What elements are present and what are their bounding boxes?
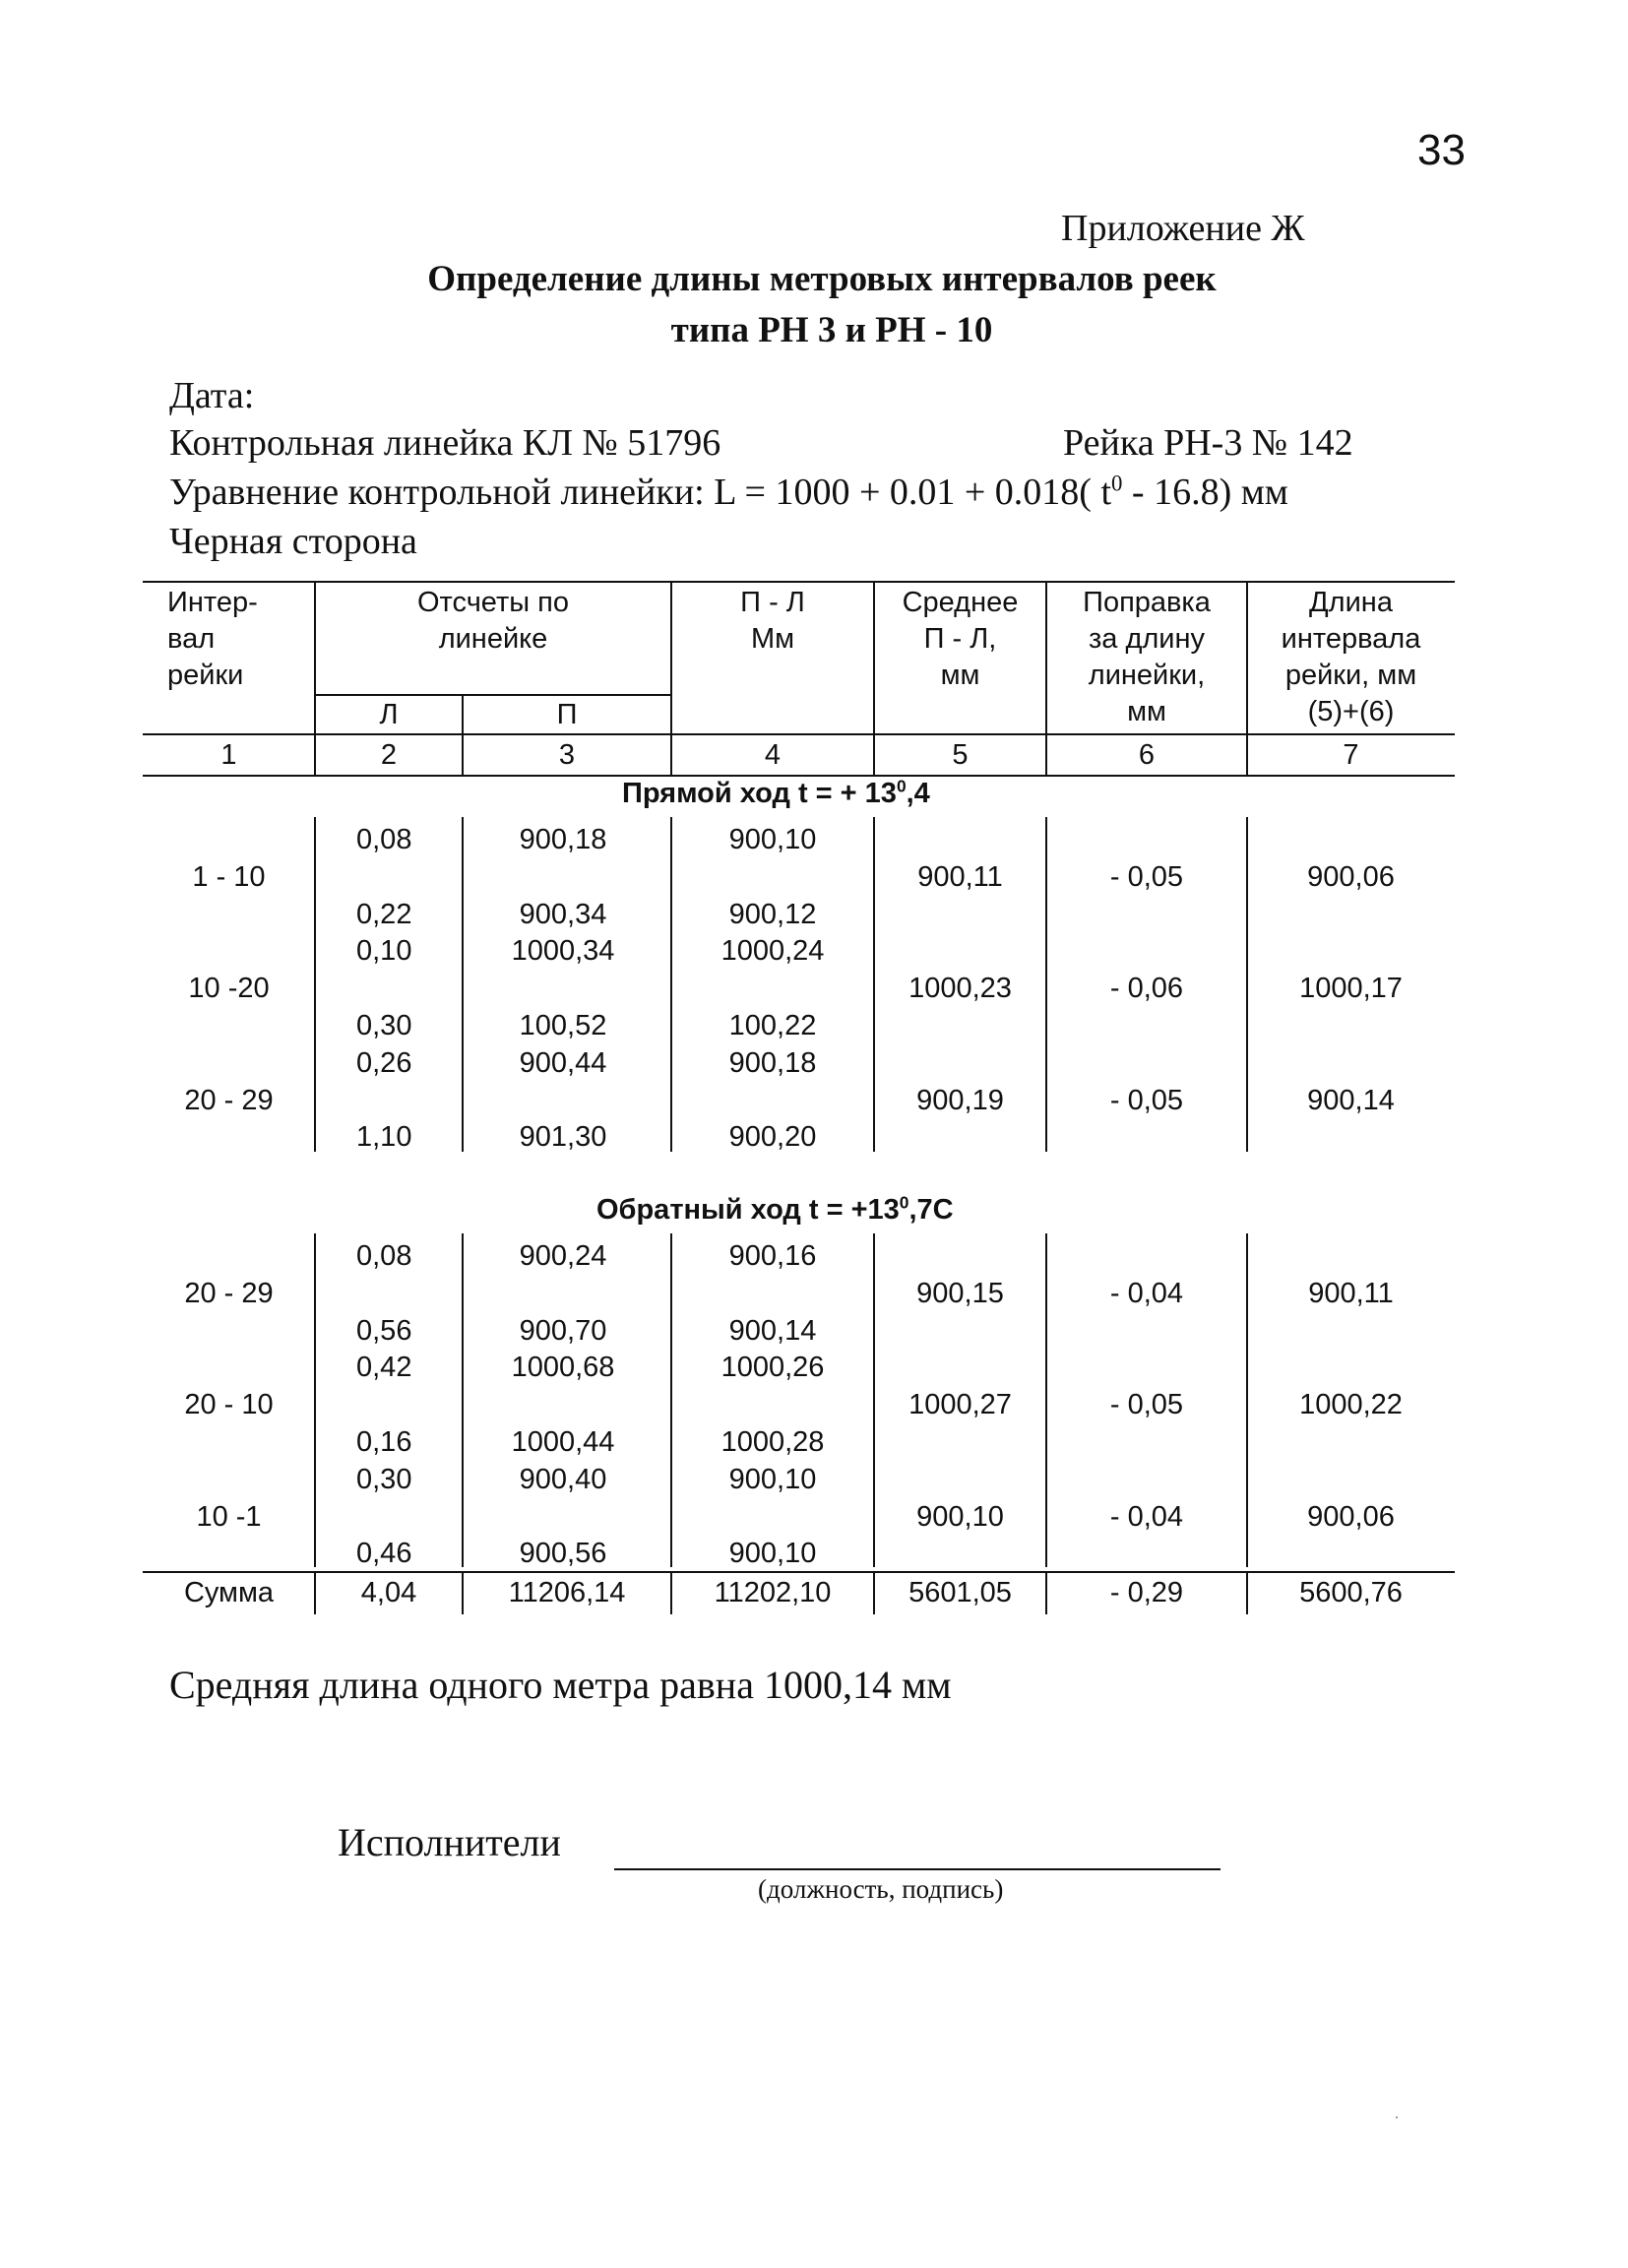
sum-value: 5600,76 xyxy=(1299,1577,1403,1608)
mean-difference: 900,15 xyxy=(916,1277,1004,1309)
header-readings: линейке xyxy=(438,623,548,655)
right-reading: 900,40 xyxy=(519,1463,607,1495)
right-reading: 1000,68 xyxy=(511,1352,615,1384)
left-reading: 0,10 xyxy=(356,935,412,968)
header-left-reading: Л xyxy=(379,699,399,730)
mean-difference: 900,10 xyxy=(916,1500,1004,1533)
header-interval: рейки xyxy=(167,660,244,691)
run-title-suffix: ,7С xyxy=(908,1194,954,1226)
page-number: 33 xyxy=(1417,126,1466,174)
header-interval-length: рейки, мм xyxy=(1284,660,1417,691)
signature-caption: (должность, подпись) xyxy=(758,1874,1004,1904)
reading-difference: 900,10 xyxy=(728,824,817,855)
interval-length: 900,14 xyxy=(1307,1084,1395,1116)
run-title-suffix: ,4 xyxy=(906,778,930,809)
right-reading: 900,18 xyxy=(519,824,607,855)
reading-difference: 1000,24 xyxy=(720,935,825,968)
left-reading: 0,08 xyxy=(356,824,412,855)
reading-difference: 900,10 xyxy=(728,1463,817,1495)
header-difference: Мм xyxy=(750,623,795,655)
reading-difference: 900,18 xyxy=(728,1046,817,1079)
sum-label: Сумма xyxy=(183,1577,275,1608)
column-number: 1 xyxy=(220,739,237,771)
left-reading: 0,08 xyxy=(356,1240,412,1272)
left-reading: 0,30 xyxy=(356,1463,412,1495)
run-title-degree: 0 xyxy=(896,776,907,796)
interval-length: 900,06 xyxy=(1307,1500,1395,1533)
reading-difference: 900,14 xyxy=(728,1314,817,1347)
run-title-prefix: Прямой ход t = + 13 xyxy=(622,778,897,809)
ruler-correction: - 0,04 xyxy=(1109,1277,1184,1309)
header-interval-length: интервала xyxy=(1281,623,1421,655)
equation-degree: 0 xyxy=(1111,471,1123,496)
column-number: 3 xyxy=(558,739,576,771)
reading-difference: 100,22 xyxy=(728,1010,817,1041)
ruler-correction: - 0,05 xyxy=(1109,860,1184,893)
header-mean: Среднее xyxy=(902,587,1019,618)
sum-value: - 0,29 xyxy=(1109,1577,1184,1608)
ruler-correction: - 0,05 xyxy=(1109,1084,1184,1116)
left-reading: 0,22 xyxy=(356,898,412,930)
right-reading: 900,24 xyxy=(519,1240,607,1272)
reading-difference: 1000,28 xyxy=(720,1426,825,1458)
sum-value: 5601,05 xyxy=(908,1577,1012,1608)
interval-length: 1000,22 xyxy=(1299,1389,1403,1421)
right-reading: 900,44 xyxy=(519,1046,607,1079)
appendix-label: Приложение Ж xyxy=(1061,208,1305,249)
forward-interval-label: 20 - 29 xyxy=(184,1084,274,1116)
ruler-correction: - 0,04 xyxy=(1109,1500,1184,1533)
backward-run-title xyxy=(596,1194,954,1227)
left-reading: 0,42 xyxy=(356,1352,412,1384)
header-interval-length: (5)+(6) xyxy=(1307,696,1395,727)
rod-side-label: Черная сторона xyxy=(169,521,417,562)
header-interval-length: Длина xyxy=(1309,587,1393,618)
forward-run-title xyxy=(622,778,930,810)
run-title-degree: 0 xyxy=(899,1192,909,1213)
reading-difference: 900,10 xyxy=(728,1538,817,1570)
header-correction: за длину xyxy=(1088,623,1206,655)
reading-difference: 900,20 xyxy=(728,1121,817,1154)
right-reading: 100,52 xyxy=(519,1010,607,1041)
left-reading: 0,26 xyxy=(356,1046,412,1079)
header-difference: П - Л xyxy=(740,587,805,618)
backward-interval-label: 20 - 29 xyxy=(184,1277,274,1309)
sum-value: 4,04 xyxy=(360,1577,417,1608)
date-label: Дата: xyxy=(169,375,255,416)
right-reading: 900,70 xyxy=(519,1314,607,1347)
mean-difference: 900,19 xyxy=(916,1084,1004,1116)
document-title-line-1: Определение длины метровых интервалов реек xyxy=(427,259,1217,299)
right-reading: 1000,34 xyxy=(511,935,615,968)
document-title-line-2: типа РН 3 и РН - 10 xyxy=(670,310,993,350)
right-reading: 900,56 xyxy=(519,1538,607,1570)
equation-prefix: Уравнение контрольной линейки: L = 1000 + 0.01 + 0.018( t xyxy=(169,472,1112,513)
column-number: 4 xyxy=(764,739,782,771)
header-interval: Интер- xyxy=(167,587,258,618)
header-interval: вал xyxy=(167,623,216,655)
reading-difference: 900,16 xyxy=(728,1240,817,1272)
header-readings: Отсчеты по xyxy=(417,587,569,618)
header-correction: Поправка xyxy=(1083,587,1211,618)
sum-value: 11202,10 xyxy=(714,1577,832,1608)
mean-difference: 900,11 xyxy=(917,860,1003,893)
scan-speck xyxy=(1396,2116,1398,2118)
signature-line xyxy=(614,1868,1221,1870)
header-mean: мм xyxy=(940,660,980,691)
left-reading: 0,56 xyxy=(356,1314,412,1347)
equation-suffix: - 16.8) мм xyxy=(1122,472,1288,513)
forward-interval-label: 1 - 10 xyxy=(192,860,266,893)
header-right-reading: П xyxy=(556,699,578,730)
interval-length: 900,11 xyxy=(1308,1277,1394,1309)
right-reading: 900,34 xyxy=(519,898,607,930)
interval-length: 900,06 xyxy=(1307,860,1395,893)
interval-length: 1000,17 xyxy=(1299,973,1403,1005)
column-number: 2 xyxy=(380,739,398,771)
ruler-correction: - 0,05 xyxy=(1109,1389,1184,1421)
reading-difference: 900,12 xyxy=(728,898,817,930)
column-number: 5 xyxy=(952,739,969,771)
right-reading: 1000,44 xyxy=(511,1426,615,1458)
leveling-rod-label: Рейка РН-3 № 142 xyxy=(1063,422,1353,464)
sum-value: 11206,14 xyxy=(508,1577,626,1608)
column-number: 7 xyxy=(1343,739,1359,771)
ruler-correction: - 0,06 xyxy=(1109,973,1184,1005)
left-reading: 0,16 xyxy=(356,1426,412,1458)
left-reading: 0,46 xyxy=(356,1538,412,1570)
performers-label: Исполнители xyxy=(338,1820,561,1864)
run-title-prefix: Обратный ход t = +13 xyxy=(596,1194,900,1226)
backward-interval-label: 10 -1 xyxy=(196,1500,262,1533)
header-mean: П - Л, xyxy=(923,623,997,655)
left-reading: 0,30 xyxy=(356,1010,412,1041)
backward-interval-label: 20 - 10 xyxy=(184,1389,274,1421)
reading-difference: 1000,26 xyxy=(720,1352,825,1384)
control-ruler-label: Контрольная линейка КЛ № 51796 xyxy=(169,422,721,464)
header-correction: мм xyxy=(1127,696,1166,727)
column-number: 6 xyxy=(1138,739,1156,771)
mean-difference: 1000,23 xyxy=(908,973,1012,1005)
mean-difference: 1000,27 xyxy=(908,1389,1012,1421)
header-correction: линейки, xyxy=(1088,660,1206,691)
average-meter-length: Средняя длина одного метра равна 1000,14 мм xyxy=(169,1663,952,1707)
left-reading: 1,10 xyxy=(356,1121,412,1154)
right-reading: 901,30 xyxy=(519,1121,607,1154)
forward-interval-label: 10 -20 xyxy=(188,973,270,1005)
